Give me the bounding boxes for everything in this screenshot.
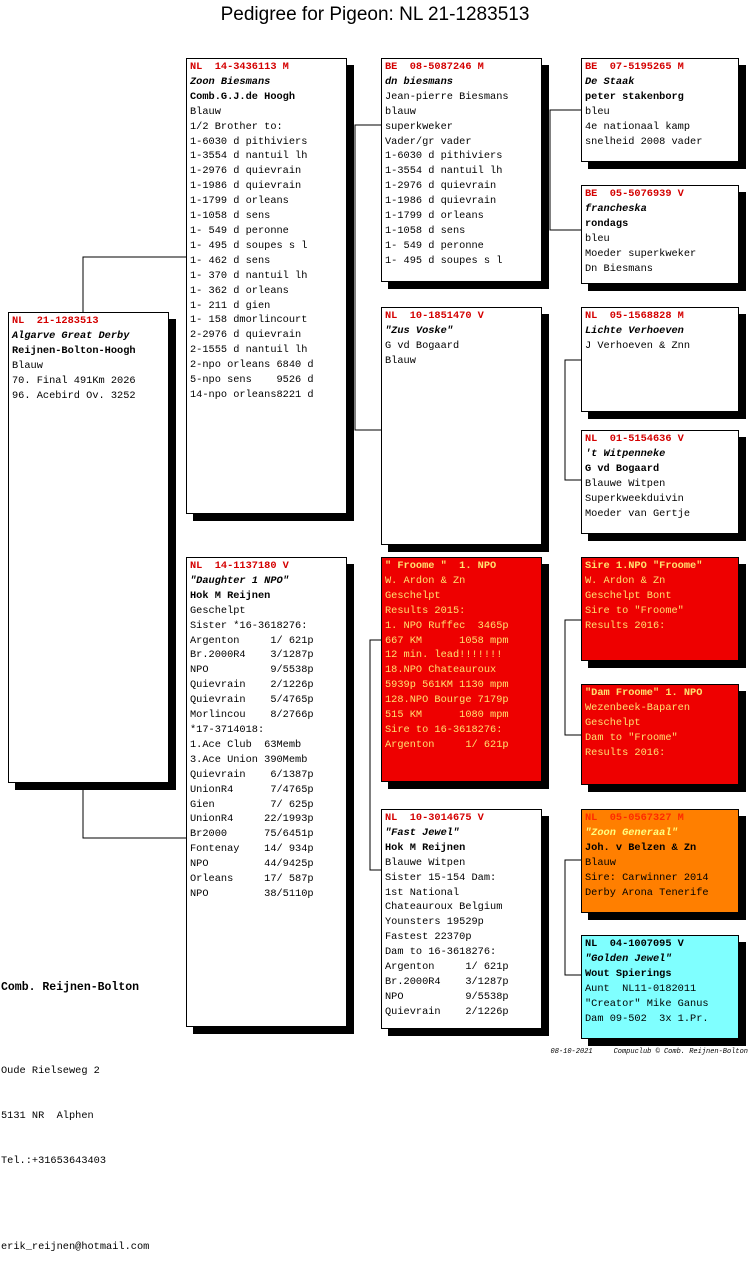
detail-line: 128.NPO Bourge 7179p xyxy=(385,694,509,707)
detail-line: 1- 495 d soupes s l xyxy=(190,239,308,252)
owner-email[interactable]: erik_reijnen@hotmail.com xyxy=(1,1241,150,1253)
detail-line: 96. Acebird Ov. 3252 xyxy=(12,389,136,402)
footer xyxy=(551,1048,748,1056)
detail-line: 1-3554 d nantuil lh xyxy=(385,165,503,178)
owner-address-line2: 5131 NR Alphen xyxy=(1,1110,94,1122)
detail-line: NPO 44/9425p xyxy=(190,858,314,871)
detail-line: *17-3714018: xyxy=(190,723,265,736)
detail-line: Gien 7/ 625p xyxy=(190,798,314,811)
breeder-name: Joh. v Belzen & Zn xyxy=(585,841,697,854)
pedigree-card-dam-sire[interactable] xyxy=(381,557,542,782)
pedigree-card-subject[interactable] xyxy=(8,312,169,783)
page-title: Pedigree for Pigeon: NL 21-1283513 xyxy=(220,4,530,25)
pigeon-name: "Golden Jewel" xyxy=(585,952,672,965)
detail-line: Superkweekduivin xyxy=(585,492,684,505)
footer-date: 08-10-2021 xyxy=(550,1048,593,1056)
pedigree-card-sire[interactable] xyxy=(186,58,347,514)
detail-line: Argenton 1/ 621p xyxy=(385,961,509,974)
detail-line: bleu xyxy=(585,232,610,245)
pigeon-name: dn biesmans xyxy=(385,75,453,88)
detail-line: "Creator" Mike Ganus xyxy=(585,997,709,1010)
detail-line: 2-1555 d nantuil lh xyxy=(190,344,308,357)
detail-line: Moeder van Gertje xyxy=(585,507,691,520)
detail-line: 5-npo sens 9526 d xyxy=(190,374,314,387)
ring-number: NL 21-1283513 xyxy=(12,315,99,327)
detail-line: UnionR4 22/1993p xyxy=(190,813,314,826)
detail-line: 1-6030 d pithiviers xyxy=(190,135,308,148)
detail-line: Blauwe Witpen xyxy=(385,856,466,869)
breeder-name: G vd Bogaard xyxy=(585,462,660,475)
owner-name: Comb. Reijnen-Bolton xyxy=(1,981,140,994)
detail-line: 1-1986 d quievrain xyxy=(190,180,302,193)
owner-address-line1: Oude Rielseweg 2 xyxy=(1,1065,100,1077)
ring-number: NL 10-1851470 V xyxy=(385,310,484,322)
detail-line: Br.2000R4 3/1287p xyxy=(385,975,509,988)
pigeon-name: De Staak xyxy=(585,75,635,88)
detail-line: Quievrain 6/1387p xyxy=(190,768,314,781)
detail-line: Geschelpt xyxy=(585,716,641,729)
detail-line: Blauwe Witpen xyxy=(585,477,666,490)
detail-line: Argenton 1/ 621p xyxy=(385,738,509,751)
footer-credit: Compuclub © Comb. Reijnen-Bolton xyxy=(613,1048,748,1056)
detail-line: superkweker xyxy=(385,120,453,133)
detail-line: Br2000 75/6451p xyxy=(190,828,314,841)
pigeon-name: francheska xyxy=(585,202,647,215)
detail-line: NPO 38/5110p xyxy=(190,887,314,900)
detail-line: NPO 9/5538p xyxy=(190,664,314,677)
detail-line: 5939p 561KM 1130 mpm xyxy=(385,679,509,692)
pedigree-card-dam-dam[interactable] xyxy=(381,809,542,1029)
detail-line: 2-npo orleans 6840 d xyxy=(190,359,314,372)
detail-line: Jean-pierre Biesmans xyxy=(385,90,509,103)
detail-line: Quievrain 5/4765p xyxy=(190,694,314,707)
detail-line: W. Ardon & Zn xyxy=(585,574,666,587)
breeder-name: Reijnen-Bolton-Hoogh xyxy=(12,344,136,357)
owner-phone: Tel.:+31653643403 xyxy=(1,1155,107,1167)
pedigree-card-sire-dam-sire[interactable] xyxy=(581,307,739,412)
detail-line: Vader/gr vader xyxy=(385,135,472,148)
detail-line: Sire to 16-3618276: xyxy=(385,723,503,736)
pedigree-card-dam-sire-dam[interactable] xyxy=(581,684,739,785)
ring-number: Sire 1.NPO "Froome" xyxy=(585,560,703,572)
detail-line: Dn Biesmans xyxy=(585,262,653,275)
owner-block xyxy=(1,950,149,1270)
detail-line: 667 KM 1058 mpm xyxy=(385,634,509,647)
detail-line: Sister 15-154 Dam: xyxy=(385,871,497,884)
detail-line: Blauw xyxy=(12,359,43,372)
ring-number: NL 04-1007095 V xyxy=(585,938,684,950)
detail-line: Chateauroux Belgium xyxy=(385,901,503,914)
detail-line: Quievrain 2/1226p xyxy=(190,679,314,692)
detail-line: J Verhoeven & Znn xyxy=(585,339,691,352)
pedigree-card-dam-sire-sire[interactable] xyxy=(581,557,739,661)
pedigree-card-sire-dam[interactable] xyxy=(381,307,542,545)
pedigree-card-dam-dam-sire[interactable] xyxy=(581,809,739,913)
detail-line: Wezenbeek-Baparen xyxy=(585,701,691,714)
pigeon-name: Algarve Great Derby xyxy=(12,329,130,342)
ring-number: NL 10-3014675 V xyxy=(385,812,484,824)
breeder-name: rondags xyxy=(585,217,629,230)
detail-line: 14-npo orleans8221 d xyxy=(190,388,314,401)
detail-line: Blauw xyxy=(585,856,616,869)
pigeon-name: "Daughter 1 NPO" xyxy=(190,574,289,587)
breeder-name: Wout Spierings xyxy=(585,967,672,980)
detail-line: Dam 09-502 3x 1.Pr. xyxy=(585,1012,709,1025)
detail-line: Geschelpt xyxy=(190,604,246,617)
detail-line: NPO 9/5538p xyxy=(385,990,509,1003)
detail-line: 515 KM 1080 mpm xyxy=(385,709,509,722)
detail-line: 1- 211 d gien xyxy=(190,299,271,312)
pigeon-name: Zoon Biesmans xyxy=(190,75,271,88)
detail-line: 1-2976 d quievrain xyxy=(385,180,497,193)
breeder-name: Hok M Reijnen xyxy=(190,589,271,602)
ring-number: NL 14-1137180 V xyxy=(190,560,289,572)
detail-line: 1- 362 d orleans xyxy=(190,284,289,297)
detail-line: 1/2 Brother to: xyxy=(190,120,283,133)
detail-line: 18.NPO Chateauroux xyxy=(385,664,497,677)
detail-line: W. Ardon & Zn xyxy=(385,574,466,587)
detail-line: Results 2016: xyxy=(585,619,666,632)
detail-line: Quievrain 2/1226p xyxy=(385,1005,509,1018)
ring-number: NL 14-3436113 M xyxy=(190,61,289,73)
detail-line: Geschelpt xyxy=(385,589,441,602)
detail-line: Morlincou 8/2766p xyxy=(190,709,314,722)
detail-line: 1-1058 d sens xyxy=(190,210,271,223)
pedigree-card-sire-dam-dam[interactable] xyxy=(581,430,739,534)
pigeon-name: Lichte Verhoeven xyxy=(585,324,684,337)
detail-line: Fastest 22370p xyxy=(385,931,472,944)
pigeon-name: "Zus Voske" xyxy=(385,324,453,337)
detail-line: Sister *16-3618276: xyxy=(190,619,308,632)
detail-line: bleu xyxy=(585,105,610,118)
pedigree-card-dam-dam-dam[interactable] xyxy=(581,935,739,1039)
breeder-name: peter stakenborg xyxy=(585,90,684,103)
ring-number: NL 05-0567327 M xyxy=(585,812,684,824)
pedigree-card-sire-sire[interactable] xyxy=(381,58,542,282)
detail-line: 1st National xyxy=(385,886,460,899)
detail-line: Sire to "Froome" xyxy=(585,604,684,617)
pigeon-name: 't Witpenneke xyxy=(585,447,666,460)
detail-line: Br.2000R4 3/1287p xyxy=(190,649,314,662)
detail-line: 4e nationaal kamp xyxy=(585,120,691,133)
ring-number: "Dam Froome" 1. NPO xyxy=(585,687,703,699)
detail-line: 12 min. lead!!!!!!! xyxy=(385,649,503,662)
ring-number: BE 07-5195265 M xyxy=(585,61,684,73)
detail-line: 1. NPO Ruffec 3465p xyxy=(385,619,509,632)
detail-line: Moeder superkweker xyxy=(585,247,697,260)
ring-number: NL 05-1568828 M xyxy=(585,310,684,322)
detail-line: 1-3554 d nantuil lh xyxy=(190,150,308,163)
ring-number: BE 05-5076939 V xyxy=(585,188,684,200)
detail-line: 1- 462 d sens xyxy=(190,254,271,267)
detail-line: 1-1799 d orleans xyxy=(385,210,484,223)
pedigree-card-sire-sire-dam[interactable] xyxy=(581,185,739,284)
detail-line: blauw xyxy=(385,105,416,118)
ring-number: BE 08-5087246 M xyxy=(385,61,484,73)
detail-line: Younsters 19529p xyxy=(385,916,484,929)
detail-line: snelheid 2008 vader xyxy=(585,135,703,148)
detail-line: 2-2976 d quievrain xyxy=(190,329,302,342)
detail-line: 1.Ace Club 63Memb xyxy=(190,738,302,751)
detail-line: 1- 370 d nantuil lh xyxy=(190,269,308,282)
detail-line: UnionR4 7/4765p xyxy=(190,783,314,796)
pedigree-card-sire-sire-sire[interactable] xyxy=(581,58,739,162)
breeder-name: Comb.G.J.de Hoogh xyxy=(190,90,296,103)
detail-line: 3.Ace Union 390Memb xyxy=(190,753,308,766)
detail-line: Sire: Carwinner 2014 xyxy=(585,871,709,884)
detail-line: 1-6030 d pithiviers xyxy=(385,150,503,163)
detail-line: Fontenay 14/ 934p xyxy=(190,843,314,856)
detail-line: Blauw xyxy=(385,354,416,367)
detail-line: 70. Final 491Km 2026 xyxy=(12,374,136,387)
ring-number: NL 01-5154636 V xyxy=(585,433,684,445)
detail-line: Results 2016: xyxy=(585,746,666,759)
detail-line: Aunt NL11-0182011 xyxy=(585,982,697,995)
detail-line: Results 2015: xyxy=(385,604,466,617)
detail-line: Blauw xyxy=(190,105,221,118)
detail-line: 1- 158 dmorlincourt xyxy=(190,314,308,327)
detail-line: Dam to 16-3618276: xyxy=(385,946,497,959)
detail-line: Argenton 1/ 621p xyxy=(190,634,314,647)
detail-line: Dam to "Froome" xyxy=(585,731,678,744)
detail-line: Derby Arona Tenerife xyxy=(585,886,709,899)
breeder-name: Hok M Reijnen xyxy=(385,841,466,854)
pedigree-card-dam[interactable] xyxy=(186,557,347,1027)
detail-line: G vd Bogaard xyxy=(385,339,460,352)
detail-line: 1-2976 d quievrain xyxy=(190,165,302,178)
pigeon-name: "Fast Jewel" xyxy=(385,826,460,839)
detail-line: 1-1986 d quievrain xyxy=(385,195,497,208)
ring-number: " Froome " 1. NPO xyxy=(385,560,497,572)
detail-line: 1- 495 d soupes s l xyxy=(385,254,503,267)
detail-line: 1- 549 d peronne xyxy=(385,239,484,252)
detail-line: 1- 549 d peronne xyxy=(190,224,289,237)
detail-line: 1-1799 d orleans xyxy=(190,195,289,208)
detail-line: Orleans 17/ 587p xyxy=(190,873,314,886)
detail-line: 1-1058 d sens xyxy=(385,224,466,237)
detail-line: Geschelpt Bont xyxy=(585,589,672,602)
pigeon-name: "Zoon Generaal" xyxy=(585,826,678,839)
